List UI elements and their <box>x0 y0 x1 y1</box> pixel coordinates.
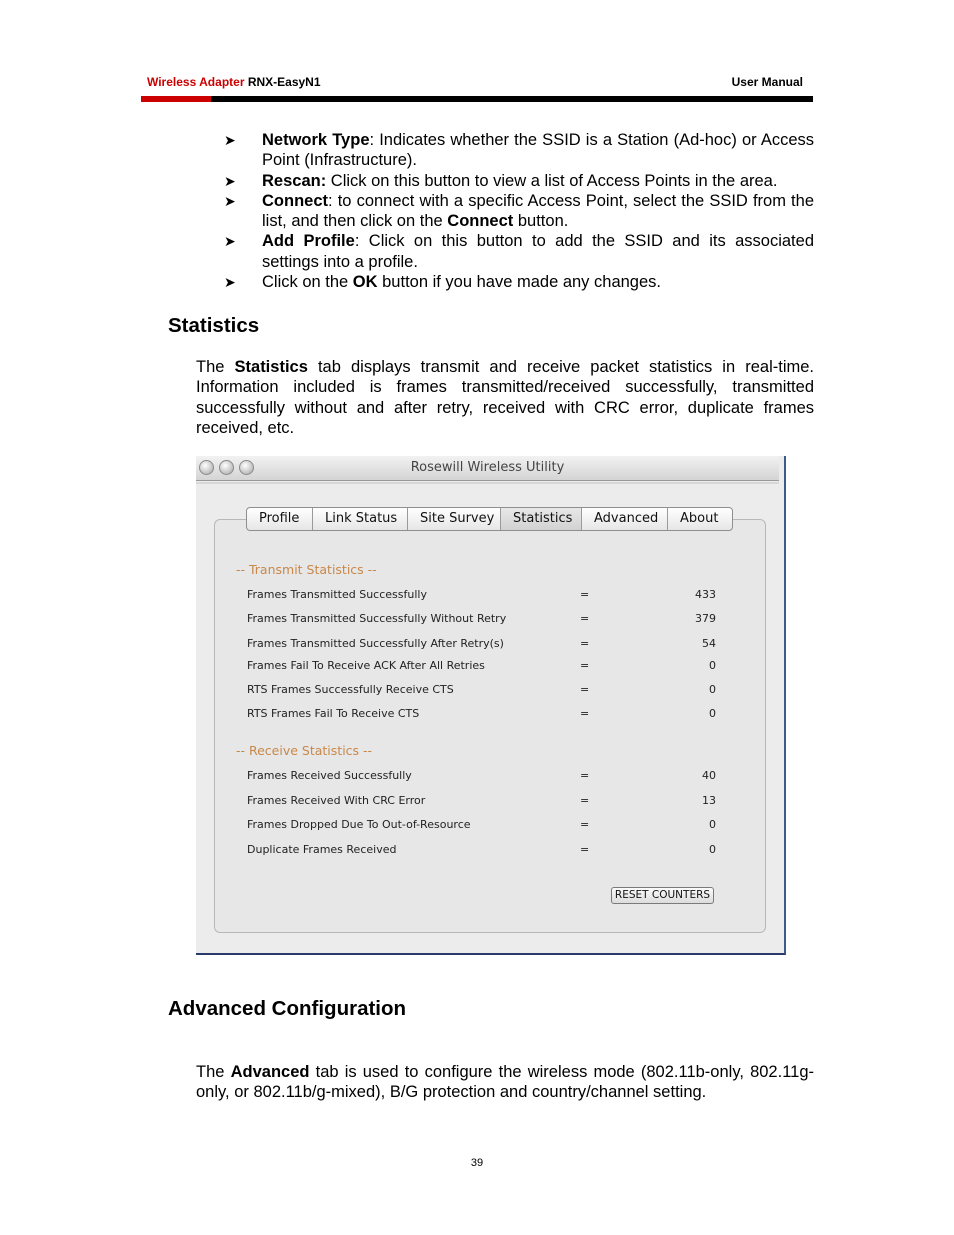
transmit-statistics-heading: -- Transmit Statistics -- <box>236 562 377 577</box>
bullet-term: Network Type <box>262 131 370 149</box>
list-item <box>224 272 814 292</box>
utility-window <box>196 456 786 955</box>
bullet-list <box>224 130 814 292</box>
stat-equals: = <box>580 843 590 856</box>
bullet-text: : Click on this button to add the SSID and its associated settings into a profile. <box>262 232 814 271</box>
bullet-term: Add Profile <box>262 232 355 251</box>
para-bold: Advanced <box>230 1063 310 1081</box>
stat-label: Frames Received Successfully <box>247 769 412 782</box>
stat-value: 433 <box>695 588 716 601</box>
tab-link-status[interactable]: Link Status <box>313 508 408 530</box>
stat-equals: = <box>580 612 590 625</box>
advanced-paragraph <box>196 1062 814 1103</box>
stat-value: 40 <box>702 769 716 782</box>
window-title: Rosewill Wireless Utility <box>410 460 565 475</box>
stat-value: 0 <box>709 818 716 831</box>
page-number: 39 <box>470 1157 484 1169</box>
arrow-bullet-icon: ➤ <box>224 274 236 291</box>
bullet-text: : Indicates whether the SSID is a Station (Ad-hoc) or Access Point (Infrastructure). <box>262 131 815 170</box>
stat-label: RTS Frames Fail To Receive CTS <box>247 707 420 720</box>
tab-profile[interactable]: Profile <box>247 508 313 530</box>
stat-label: Frames Received With CRC Error <box>247 794 426 807</box>
stat-equals: = <box>580 818 590 831</box>
stat-label: Frames Transmitted Successfully Without Retry <box>247 612 507 625</box>
arrow-bullet-icon: ➤ <box>224 233 236 250</box>
list-item <box>224 171 814 191</box>
tab-bar <box>246 507 733 531</box>
section-heading-statistics: Statistics <box>168 314 260 337</box>
stat-value: 0 <box>709 707 716 720</box>
stat-equals: = <box>580 707 590 720</box>
stat-row <box>247 843 717 859</box>
stat-row <box>247 588 717 604</box>
para-text: The <box>196 358 235 376</box>
list-item <box>224 130 814 171</box>
stat-row <box>247 769 717 785</box>
stat-row <box>247 683 717 699</box>
stat-row <box>247 818 717 834</box>
bullet-term: Connect <box>447 212 514 231</box>
running-header <box>147 75 803 91</box>
stat-equals: = <box>580 683 590 696</box>
stat-row <box>247 637 717 653</box>
stat-value: 13 <box>702 794 716 807</box>
receive-statistics-heading: -- Receive Statistics -- <box>236 743 373 758</box>
stat-label: Frames Dropped Due To Out-of-Resource <box>247 818 471 831</box>
stat-value: 0 <box>709 683 716 696</box>
bullet-term: OK <box>352 273 378 292</box>
tab-site-survey[interactable]: Site Survey <box>408 508 501 530</box>
stat-equals: = <box>580 637 590 650</box>
bullet-text: Click on the <box>262 273 353 292</box>
arrow-bullet-icon: ➤ <box>224 132 236 148</box>
statistics-paragraph <box>196 357 814 438</box>
stat-row <box>247 612 717 628</box>
stat-row <box>247 794 717 810</box>
stat-label: Frames Transmitted Successfully After Retry(s) <box>247 637 504 650</box>
tab-about[interactable]: About <box>680 511 719 526</box>
stat-equals: = <box>580 794 590 807</box>
list-item <box>224 231 814 272</box>
tab-statistics[interactable]: Statistics <box>501 508 582 530</box>
window-titlebar <box>196 456 779 481</box>
header-rule-red <box>141 96 211 102</box>
stat-value: 0 <box>709 659 716 672</box>
bullet-text: button. <box>513 212 569 231</box>
statistics-panel <box>214 519 766 933</box>
stat-row <box>247 707 717 723</box>
arrow-bullet-icon: ➤ <box>224 172 236 189</box>
stat-label: Duplicate Frames Received <box>247 843 397 856</box>
tab-advanced[interactable]: Advanced <box>582 508 668 530</box>
header-rule-black <box>211 96 813 102</box>
header-product <box>147 75 321 89</box>
para-text: tab displays transmit and receive packet statistics in real-time. Information included is frames transmitted/received successfully, transmitted successfully without and after retry, received with CRC error, duplicate frames received, etc. <box>196 358 814 437</box>
list-item <box>224 191 814 232</box>
bullet-text: : to connect with a specific Access Point, select the SSID from the list, and then click on the <box>262 191 814 231</box>
titlebar-separator <box>196 482 779 484</box>
arrow-bullet-icon: ➤ <box>224 192 236 209</box>
stat-equals: = <box>580 659 590 672</box>
header-manual: User Manual <box>731 75 803 89</box>
para-text: tab is used to configure the wireless mode (802.11b-only, 802.11g-only, or 802.11b/g-mixed), B/G protection and country/channel setting. <box>196 1063 814 1102</box>
stat-equals: = <box>580 769 590 782</box>
para-bold: Statistics <box>234 358 308 376</box>
header-brand: Wireless Adapter <box>147 75 245 89</box>
reset-counters-button[interactable]: RESET COUNTERS <box>611 887 714 904</box>
stat-row <box>247 659 717 675</box>
bullet-term: Rescan: <box>262 171 327 190</box>
stat-equals: = <box>580 588 590 601</box>
stat-value: 379 <box>695 612 716 625</box>
stat-value: 0 <box>709 843 716 856</box>
section-heading-advanced: Advanced Configuration <box>168 997 407 1020</box>
para-text: The <box>196 1063 231 1081</box>
stat-value: 54 <box>702 637 716 650</box>
stat-label: RTS Frames Successfully Receive CTS <box>247 683 454 696</box>
bullet-text: button if you have made any changes. <box>377 273 661 292</box>
stat-label: Frames Fail To Receive ACK After All Retries <box>247 659 485 672</box>
stat-label: Frames Transmitted Successfully <box>247 588 427 601</box>
bullet-text: Click on this button to view a list of Access Points in the area. <box>326 171 778 190</box>
header-model: RNX-EasyN1 <box>247 75 321 89</box>
bullet-term: Connect <box>262 191 328 210</box>
